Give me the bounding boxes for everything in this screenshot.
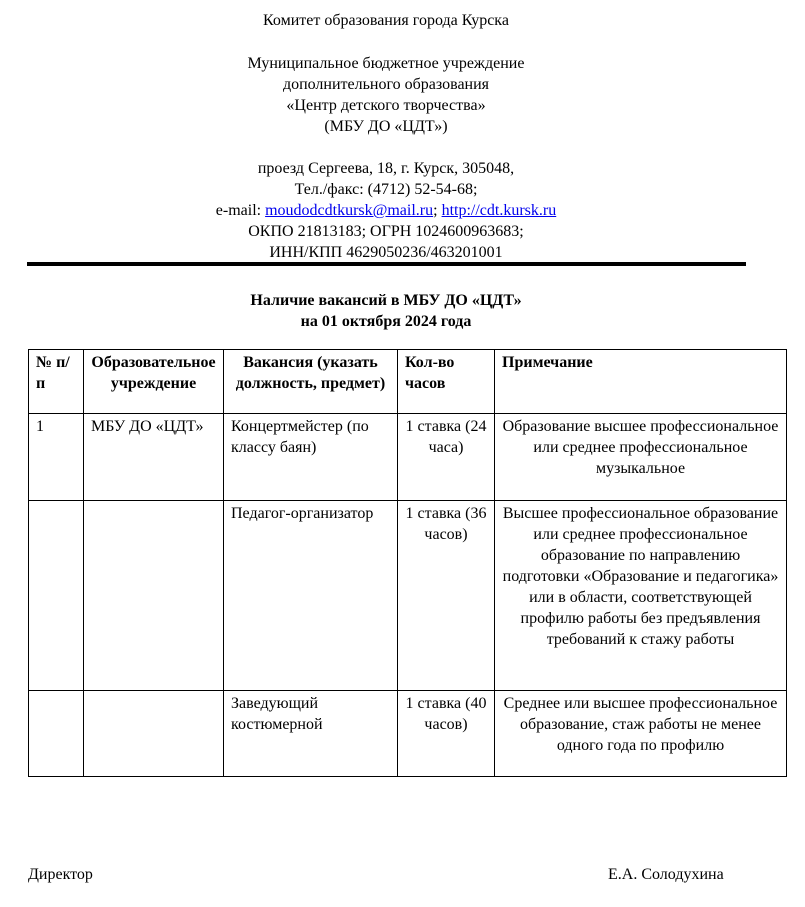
table-row (29, 691, 787, 777)
org-name-line-3: «Центр детского творчества» (286, 97, 486, 114)
table-row (29, 501, 787, 691)
signature-position: Директор (28, 866, 93, 883)
document-title: Наличие вакансий в МБУ ДО «ЦДТ» (250, 292, 522, 309)
contact-separator: ; (433, 202, 442, 219)
document-subtitle: на 01 октября 2024 года (300, 313, 472, 330)
row-institution (84, 691, 224, 777)
row-hours: 1 ставка (24 часа) (398, 414, 495, 501)
row-hours: 1 ставка (40 часов) (398, 691, 495, 777)
email-link[interactable]: moudodcdtkursk@mail.ru (265, 202, 434, 219)
row-vacancy: Педагог-организатор (224, 501, 398, 691)
website-link[interactable]: http://cdt.kursk.ru (441, 202, 557, 219)
row-institution: МБУ ДО «ЦДТ» (84, 414, 224, 501)
row-num (29, 501, 84, 691)
org-okpo-ogrn: ОКПО 21813183; ОГРН 1024600963683; (248, 223, 524, 240)
org-address: проезд Сергеева, 18, г. Курск, 305048, (257, 160, 515, 177)
vacancy-table (28, 349, 787, 777)
table-row (29, 414, 787, 501)
header-hours: Кол-во часов (398, 350, 495, 414)
header-vacancy: Вакансия (указать должность, предмет) (224, 350, 398, 414)
header-institution: Образовательное учреждение (84, 350, 224, 414)
org-contacts (0, 200, 772, 221)
org-phone: Тел./факс: (4712) 52-54-68; (294, 181, 478, 198)
org-name-line-2: дополнительного образования (282, 76, 490, 93)
committee-name: Комитет образования города Курска (263, 12, 509, 29)
org-short-name: (МБУ ДО «ЦДТ») (324, 118, 448, 135)
header-note: Примечание (495, 350, 787, 414)
row-hours: 1 ставка (36 часов) (398, 501, 495, 691)
row-vacancy: Концертмейстер (по классу баян) (224, 414, 398, 501)
row-note: Образование высшее профессиональное или среднее профессиональное музыкальное (495, 414, 787, 501)
header-num: № п/п (29, 350, 84, 414)
row-num: 1 (29, 414, 84, 501)
letterhead-divider (27, 262, 746, 266)
email-label: e-mail: (215, 202, 266, 219)
row-institution (84, 501, 224, 691)
org-inn-kpp: ИНН/КПП 4629050236/463201001 (269, 244, 503, 261)
row-note: Среднее или высшее профессиональное образование, стаж работы не менее одного года по профилю (495, 691, 787, 777)
table-header-row (29, 350, 787, 414)
row-vacancy: Заведующий костюмерной (224, 691, 398, 777)
org-name-line-1: Муниципальное бюджетное учреждение (247, 55, 525, 72)
row-note: Высшее профессиональное образование или среднее профессиональное образование по направлению подготовки «Образование и педагогика» или в области, соответствующей профилю работы без предъявления требований к стажу работы (495, 501, 787, 691)
signature-name: Е.А. Солодухина (608, 866, 724, 883)
row-num (29, 691, 84, 777)
